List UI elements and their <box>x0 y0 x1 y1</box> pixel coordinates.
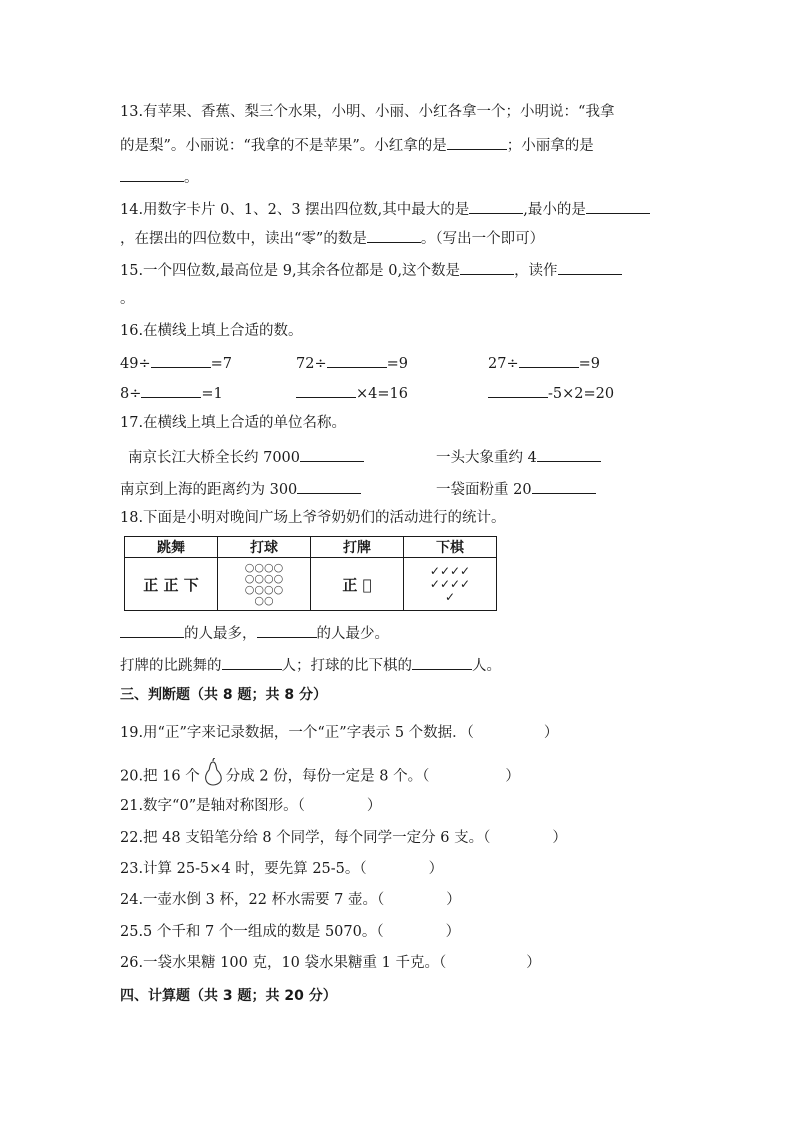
answer-blank[interactable] <box>296 382 356 398</box>
tally-table <box>124 536 497 611</box>
tally-header-row <box>125 537 497 558</box>
answer-blank[interactable] <box>300 446 364 462</box>
q13-line1: 13.有苹果、香蕉、梨三个水果，小明、小丽、小红各拿一个；小明说：“我拿 <box>120 104 615 120</box>
q21: 21.数字“0”是轴对称图形。（ ） <box>120 798 382 814</box>
q16-r1c1: 49÷ =7 <box>120 352 232 374</box>
check-row: ✓✓✓✓ <box>429 576 471 591</box>
q20: 20.把 16 个 分成 2 份，每份一定是 8 个。（ ） <box>120 758 520 795</box>
tally-cards: 正 𠀆 <box>311 558 404 611</box>
q18-line1: 的人最多， 的人最少。 <box>120 622 389 644</box>
answer-blank[interactable] <box>412 654 472 670</box>
answer-blank[interactable] <box>519 352 579 368</box>
answer-blank[interactable] <box>488 382 548 398</box>
section-4-heading: 四、计算题（共 3 题；共 20 分） <box>120 988 337 1004</box>
q17-item-d: 一袋面粉重 20 <box>436 478 596 500</box>
circle-row: ○○ <box>254 594 274 607</box>
answer-blank[interactable] <box>141 382 201 398</box>
q22: 22.把 48 支铅笔分给 8 个同学，每个同学一定分 6 支。（ ） <box>120 830 567 846</box>
answer-blank[interactable] <box>586 198 650 214</box>
q13-line3: 。 <box>120 166 199 188</box>
q26: 26.一袋水果糖 100 克，10 袋水果糖重 1 千克。（ ） <box>120 955 541 971</box>
circle-row: ○○○○ <box>244 572 284 585</box>
header-cards: 打牌 <box>311 537 404 558</box>
answer-blank[interactable] <box>257 622 317 638</box>
answer-blank[interactable] <box>558 259 622 275</box>
pear-icon <box>202 758 224 795</box>
q23: 23.计算 25-5×4 时，要先算 25-5。（ ） <box>120 861 444 877</box>
q14-line2: ，在摆出的四位数中，读出“零”的数是 。（写出一个即可） <box>120 227 544 249</box>
answer-blank[interactable] <box>151 352 211 368</box>
answer-blank[interactable] <box>367 227 421 243</box>
q16-r2c3: -5×2=20 <box>488 382 614 404</box>
answer-blank[interactable] <box>447 134 507 150</box>
answer-blank[interactable] <box>469 198 523 214</box>
q17-item-a: 南京长江大桥全长约 7000 <box>128 446 364 468</box>
answer-blank[interactable] <box>222 654 282 670</box>
tally-chess-checks <box>404 558 497 611</box>
circle-row: ○○○○ <box>244 583 284 596</box>
q24: 24.一壶水倒 3 杯，22 杯水需要 7 壶。（ ） <box>120 892 461 908</box>
tally-ball-circles <box>218 558 311 611</box>
q16-r2c2: ×4=16 <box>296 382 408 404</box>
q16-title: 16.在横线上填上合适的数。 <box>120 323 303 339</box>
check-row: ✓✓✓✓ <box>429 563 471 578</box>
check-row: ✓ <box>444 589 456 604</box>
tally-dance: 正 正 下 <box>125 558 218 611</box>
answer-blank[interactable] <box>537 446 601 462</box>
q17-title: 17.在横线上填上合适的单位名称。 <box>120 415 347 431</box>
q15-line2: 。 <box>120 291 135 307</box>
q18-line2: 打牌的比跳舞的 人；打球的比下棋的 人。 <box>120 654 501 676</box>
answer-blank[interactable] <box>120 166 184 182</box>
circle-row: ○○○○ <box>244 561 284 574</box>
q16-r1c2: 72÷ =9 <box>296 352 408 374</box>
answer-blank[interactable] <box>460 259 514 275</box>
q13-line2: 的是梨”。小丽说：“我拿的不是苹果”。小红拿的是 ；小丽拿的是 <box>120 134 594 156</box>
q14-line1: 14.用数字卡片 0、1、2、3 摆出四位数,其中最大的是 ,最小的是 <box>120 198 650 220</box>
section-3-heading: 三、判断题（共 8 题；共 8 分） <box>120 687 327 703</box>
answer-blank[interactable] <box>297 478 361 494</box>
q16-r2c1: 8÷ =1 <box>120 382 223 404</box>
answer-blank[interactable] <box>327 352 387 368</box>
q17-item-c: 南京到上海的距离约为 300 <box>120 478 361 500</box>
q16-r1c3: 27÷ =9 <box>488 352 600 374</box>
answer-blank[interactable] <box>120 622 184 638</box>
q19: 19.用“正”字来记录数据，一个“正”字表示 5 个数据．（ ） <box>120 725 559 741</box>
tally-data-row <box>125 558 497 611</box>
header-chess: 下棋 <box>404 537 497 558</box>
header-dance: 跳舞 <box>125 537 218 558</box>
q25: 25.5 个千和 7 个一组成的数是 5070。（ ） <box>120 924 461 940</box>
answer-blank[interactable] <box>532 478 596 494</box>
q15-line1: 15.一个四位数,最高位是 9,其余各位都是 0,这个数是 ，读作 <box>120 259 622 281</box>
q18-title: 18.下面是小明对晚间广场上爷爷奶奶们的活动进行的统计。 <box>120 510 506 526</box>
q17-item-b: 一头大象重约 4 <box>436 446 601 468</box>
header-ball: 打球 <box>218 537 311 558</box>
